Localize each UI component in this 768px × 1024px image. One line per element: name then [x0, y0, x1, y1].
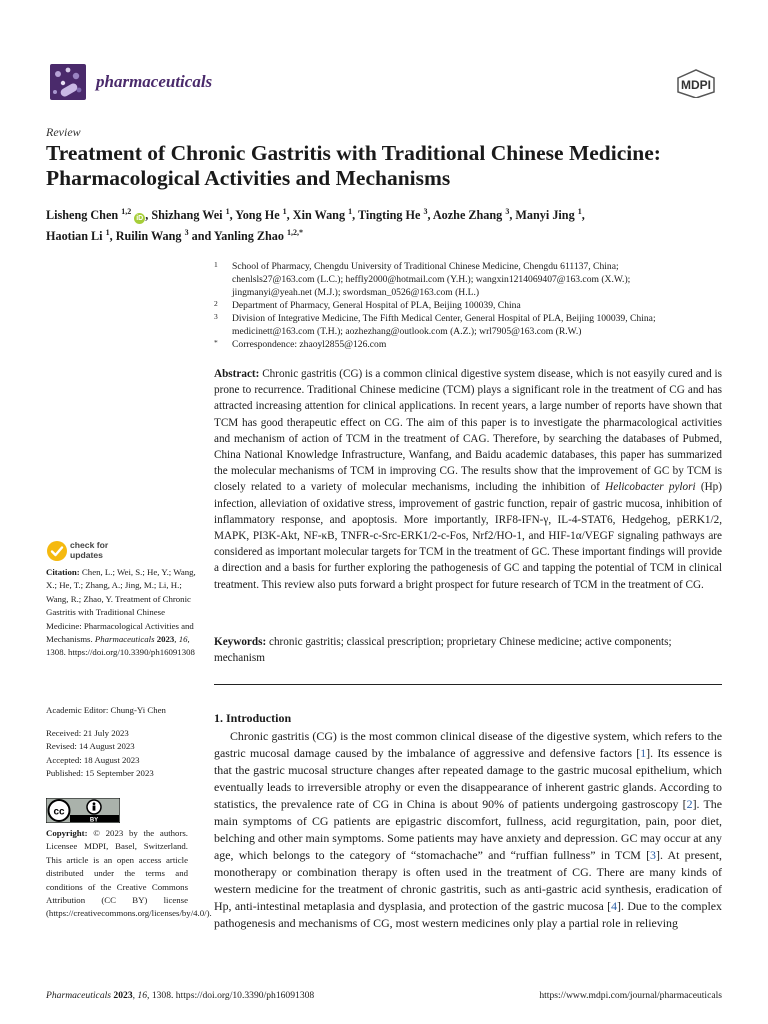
reference-link[interactable]: 4	[611, 899, 618, 913]
author-name: Tingting He	[357, 208, 424, 223]
affiliations	[214, 260, 724, 351]
intro-text: ]. Its essence is that the gastric mucosal structure changes after repeated damage to the gastric mucosal epithelium, which eventually leads to irreversible atrophy or even the disappearance of inherent gastric glands. According to statistics, the prevalence rate of CG in China is about 90% of patients undergoing gastroscopy [	[214, 746, 722, 811]
author-name: Yanling Zhao	[213, 229, 288, 244]
article-type: Review	[46, 125, 81, 139]
citation-doi-link[interactable]: , 1308. https://doi.org/10.3390/ph16091308	[46, 634, 195, 658]
affiliation-item	[214, 260, 724, 299]
check-updates-line2: updates	[70, 549, 103, 560]
copyright-label: Copyright:	[46, 828, 88, 838]
author-affiliation-marker: 1	[577, 207, 582, 216]
journal-name: pharmaceuticals	[96, 72, 213, 91]
footer-journal-url[interactable]: https://www.mdpi.com/journal/pharmaceuticals	[539, 990, 722, 1001]
author-name: Xin Wang	[292, 208, 349, 223]
affiliation-item	[214, 338, 724, 351]
check-for-updates-button[interactable]	[46, 538, 166, 564]
abstract-text-2: (Hp) infection, alleviation of oxidative stress, improvement of gastric function, repair of gastric mucosa, inhibition of inflammatory response, and apoptosis. More importantly, IRF8-IFN-γ, IL-4-STAT6, Hedgehog, pERK1/2, MAPK, PI3K-Akt, NF-κB, TNFR-c-Src-ERK1/2-c-Fos, Nrf2/HO-1, and HIF-1α/VEGF signaling pathways are considered as important molecular targets for TCM in the treatment of GC. These important findings will provide a direction and a basis for further exploring the pathogenesis of GC and tapping the potential of TCM in clinical treatment. This review also puts forward a bright prospect for future research of TCM in the treatment of CG.	[214, 481, 723, 591]
pharmaceuticals-pills-icon	[46, 60, 90, 104]
affiliation-line: chenlsls27@163.com (L.C.); heffly2000@hotmail.com (Y.H.); wangxin1214069407@163.com (X.W.);	[232, 274, 631, 285]
author-affiliation-marker: 1,2,*	[287, 228, 304, 238]
citation: Citation: Chen, L.; Wei, S.; He, Y.; Wang, X.; He, T.; Zhang, A.; Jing, M.; Li, H.; Wang, R.; Zhao, Y. Treatment of Chronic Gastritis with Traditional Chinese Medicine: Pharmacological Activities and Mechanisms. Pharmaceuticals 2023, 16, 1308. https://doi.org/10.3390/ph16091308	[46, 567, 196, 658]
publication-date: Received: 21 July 2023	[46, 728, 129, 738]
author-name: Aozhe Zhang	[432, 208, 506, 223]
keywords-label: Keywords:	[214, 636, 267, 648]
author-name: Lisheng Chen	[46, 208, 122, 223]
publication-date: Accepted: 18 August 2023	[46, 754, 140, 765]
intro-text: Chronic gastritis (CG) is the most common clinical disease of the digestive system, which refers to the gastric mucosal damage caused by the imbalance of aggressive and defensive factors [	[214, 729, 722, 760]
abstract-label: Abstract:	[214, 368, 260, 380]
author-name: Shizhang Wei	[151, 208, 226, 223]
author-affiliation-marker: 1,2	[121, 207, 132, 216]
footer-citation: Pharmaceuticals 2023, 16, 1308. https://doi.org/10.3390/ph16091308	[46, 990, 315, 1001]
citation-year: 2023	[156, 634, 175, 645]
affiliation-item	[214, 312, 724, 338]
academic-editor: Academic Editor: Chung-Yi Chen	[46, 705, 166, 715]
author-name: Yong He	[235, 208, 283, 223]
citation-text: Chen, L.; Wei, S.; He, Y.; Wang, X.; He, T.; Zhang, A.; Jing, M.; Li, H.; Wang, R.; Zhao, Y. Treatment of Chronic Gastritis with Traditional Chinese Medicine: Pharmacological Activities and Mechanisms.	[46, 567, 196, 645]
citation-journal: Pharmaceuticals	[94, 634, 155, 645]
abstract	[214, 366, 722, 593]
introduction-body	[214, 728, 722, 932]
author-affiliation-marker: 3	[423, 207, 428, 216]
check-updates-icon	[46, 540, 68, 562]
article-title: Treatment of Chronic Gastritis with Traditional Chinese Medicine: Pharmacological Activities and Mechanisms	[46, 141, 661, 190]
intro-text: ]. Due to the complex pathogenesis and mechanisms of CG, most western medicines only play a partial role in relieving	[214, 899, 723, 930]
page-header	[46, 58, 722, 108]
abstract-species: Helicobacter pylori	[605, 481, 696, 494]
affiliation-number: 2	[214, 299, 218, 308]
reference-link[interactable]: 1	[640, 746, 647, 760]
affiliation-number: 3	[214, 312, 218, 321]
author-list: Lisheng Chen $^{1,2}$ iD , Shizhang Wei $^1$, Yong He $^1$, Xin Wang $^1$, Tingting He $^3$, Aozhe Zhang $^3$, Manyi Jing $^1$, Haotian Li $^1$, Ruilin Wang $^3$ and Yanling Zhao $^{1,2,*}$	[46, 207, 585, 244]
svg-text:cc: cc	[53, 806, 65, 818]
reference-link[interactable]: 3	[650, 848, 656, 862]
affiliation-line: medicinett@163.com (T.H.); aozhezhang@outlook.com (A.Z.); wrl7905@163.com (R.W.)	[232, 326, 582, 337]
citation-label: Citation:	[46, 567, 80, 577]
intro-text: ]. At present, monotherapy or combination therapy is often used in the treatment of CG. There are many kinds of western medicine for the treatment of chronic gastritis, such as anti-gastric acid synthesis, eradication of Hp, anti-intestinal metaplasia and dysplasia, and protection of the gastric mucosa [	[214, 848, 722, 913]
intro-text: ]. The main symptoms of CG patients are epigastric discomfort, fullness, acid regurgitation, pain, poor diet, belching and other main symptoms. Some patients may have anxiety and depression. GC may occur at any age, which belongs to the category of “stomachache” and “ruffian fullness” in TCM [	[214, 797, 722, 862]
keywords	[214, 634, 722, 666]
cc-by-label: BY	[89, 817, 99, 823]
footer-volume: 16	[137, 990, 148, 1001]
affiliation-number: 1	[214, 260, 218, 269]
publication-dates	[46, 727, 196, 781]
author-affiliation-marker: 1	[225, 207, 230, 216]
affiliation-line: Correspondence: zhaoyl2855@126.com	[232, 339, 387, 350]
footer-year: 2023	[113, 990, 133, 1001]
footer-journal: Pharmaceuticals	[46, 990, 112, 1001]
author-affiliation-marker: 3	[184, 228, 189, 238]
author-affiliation-marker: 1	[348, 207, 353, 216]
author-name: Manyi Jing	[515, 208, 578, 223]
abstract-text: Chronic gastritis (CG) is a common clinical digestive system disease, which is not easyily cured and is prone to recurrence. Traditional Chinese medicine (TCM) plays a significant role in the treatment of CG and has attracted increasing attention for clinical applications. In recent years, a large number of reports have shown that TCM has good therapeutic effect on CG. The aim of this paper is to investigate the pharmacological activities and mechanism of action of TCM in the treatment of CAG. Therefore, by searching the databases of Pubmed, China National Knowledge Infrastructure, Wanfang, and Baidu academic databases, this paper has summarized the molecular mechanisms of TCM in improving CG. The results show that the improvement of GC by TCM is closely related to a variety of molecular mechanisms, including the inhibition of	[214, 368, 723, 494]
affiliation-line: Division of Integrative Medicine, The Fifth Medical Center, General Hospital of PLA, Beijing 100039, China;	[232, 313, 656, 324]
divider	[214, 684, 722, 685]
author-affiliation-marker: 1	[105, 228, 110, 238]
keywords-text: chronic gastritis; classical prescription; proprietary Chinese medicine; active components; mechanism	[214, 636, 672, 665]
author-name: Ruilin Wang	[115, 229, 185, 244]
author-name: Haotian Li	[46, 229, 106, 244]
mdpi-logo	[672, 68, 720, 98]
citation-volume: 16	[178, 634, 188, 645]
affiliation-line: School of Pharmacy, Chengdu University of Traditional Chinese Medicine, Chengdu 611137, China;	[232, 261, 619, 272]
copyright-notice	[46, 827, 212, 921]
orcid-icon[interactable]: iD	[136, 215, 144, 223]
check-updates-line1: check for	[70, 540, 109, 550]
reference-link[interactable]: 2	[686, 797, 693, 811]
publication-date: Published: 15 September 2023	[46, 768, 154, 779]
affiliation-line: jingmanyi@yeah.net (M.J.); swordsman_0526@163.com (H.L.)	[232, 287, 480, 298]
cc-by-license-icon[interactable]	[46, 798, 120, 823]
affiliation-item	[214, 299, 724, 312]
mdpi-logo-text: MDPI	[681, 78, 711, 92]
affiliation-number: *	[214, 338, 218, 347]
section-heading-introduction: 1. Introduction	[214, 711, 292, 725]
affiliation-line: Department of Pharmacy, General Hospital of PLA, Beijing 100039, China	[232, 300, 521, 311]
copyright-text: © 2023 by the authors. Licensee MDPI, Basel, Switzerland. This article is an open access article distributed under the terms and conditions of the Creative Commons Attribution (CC BY) license (https://creativecommons.org/licenses/by/4.0/).	[46, 828, 212, 919]
publication-date: Revised: 14 August 2023	[46, 741, 135, 752]
footer-doi-link[interactable]: , 1308. https://doi.org/10.3390/ph16091308	[147, 990, 315, 1001]
author-affiliation-marker: 1	[282, 207, 287, 216]
author-affiliation-marker: 3	[505, 207, 510, 216]
